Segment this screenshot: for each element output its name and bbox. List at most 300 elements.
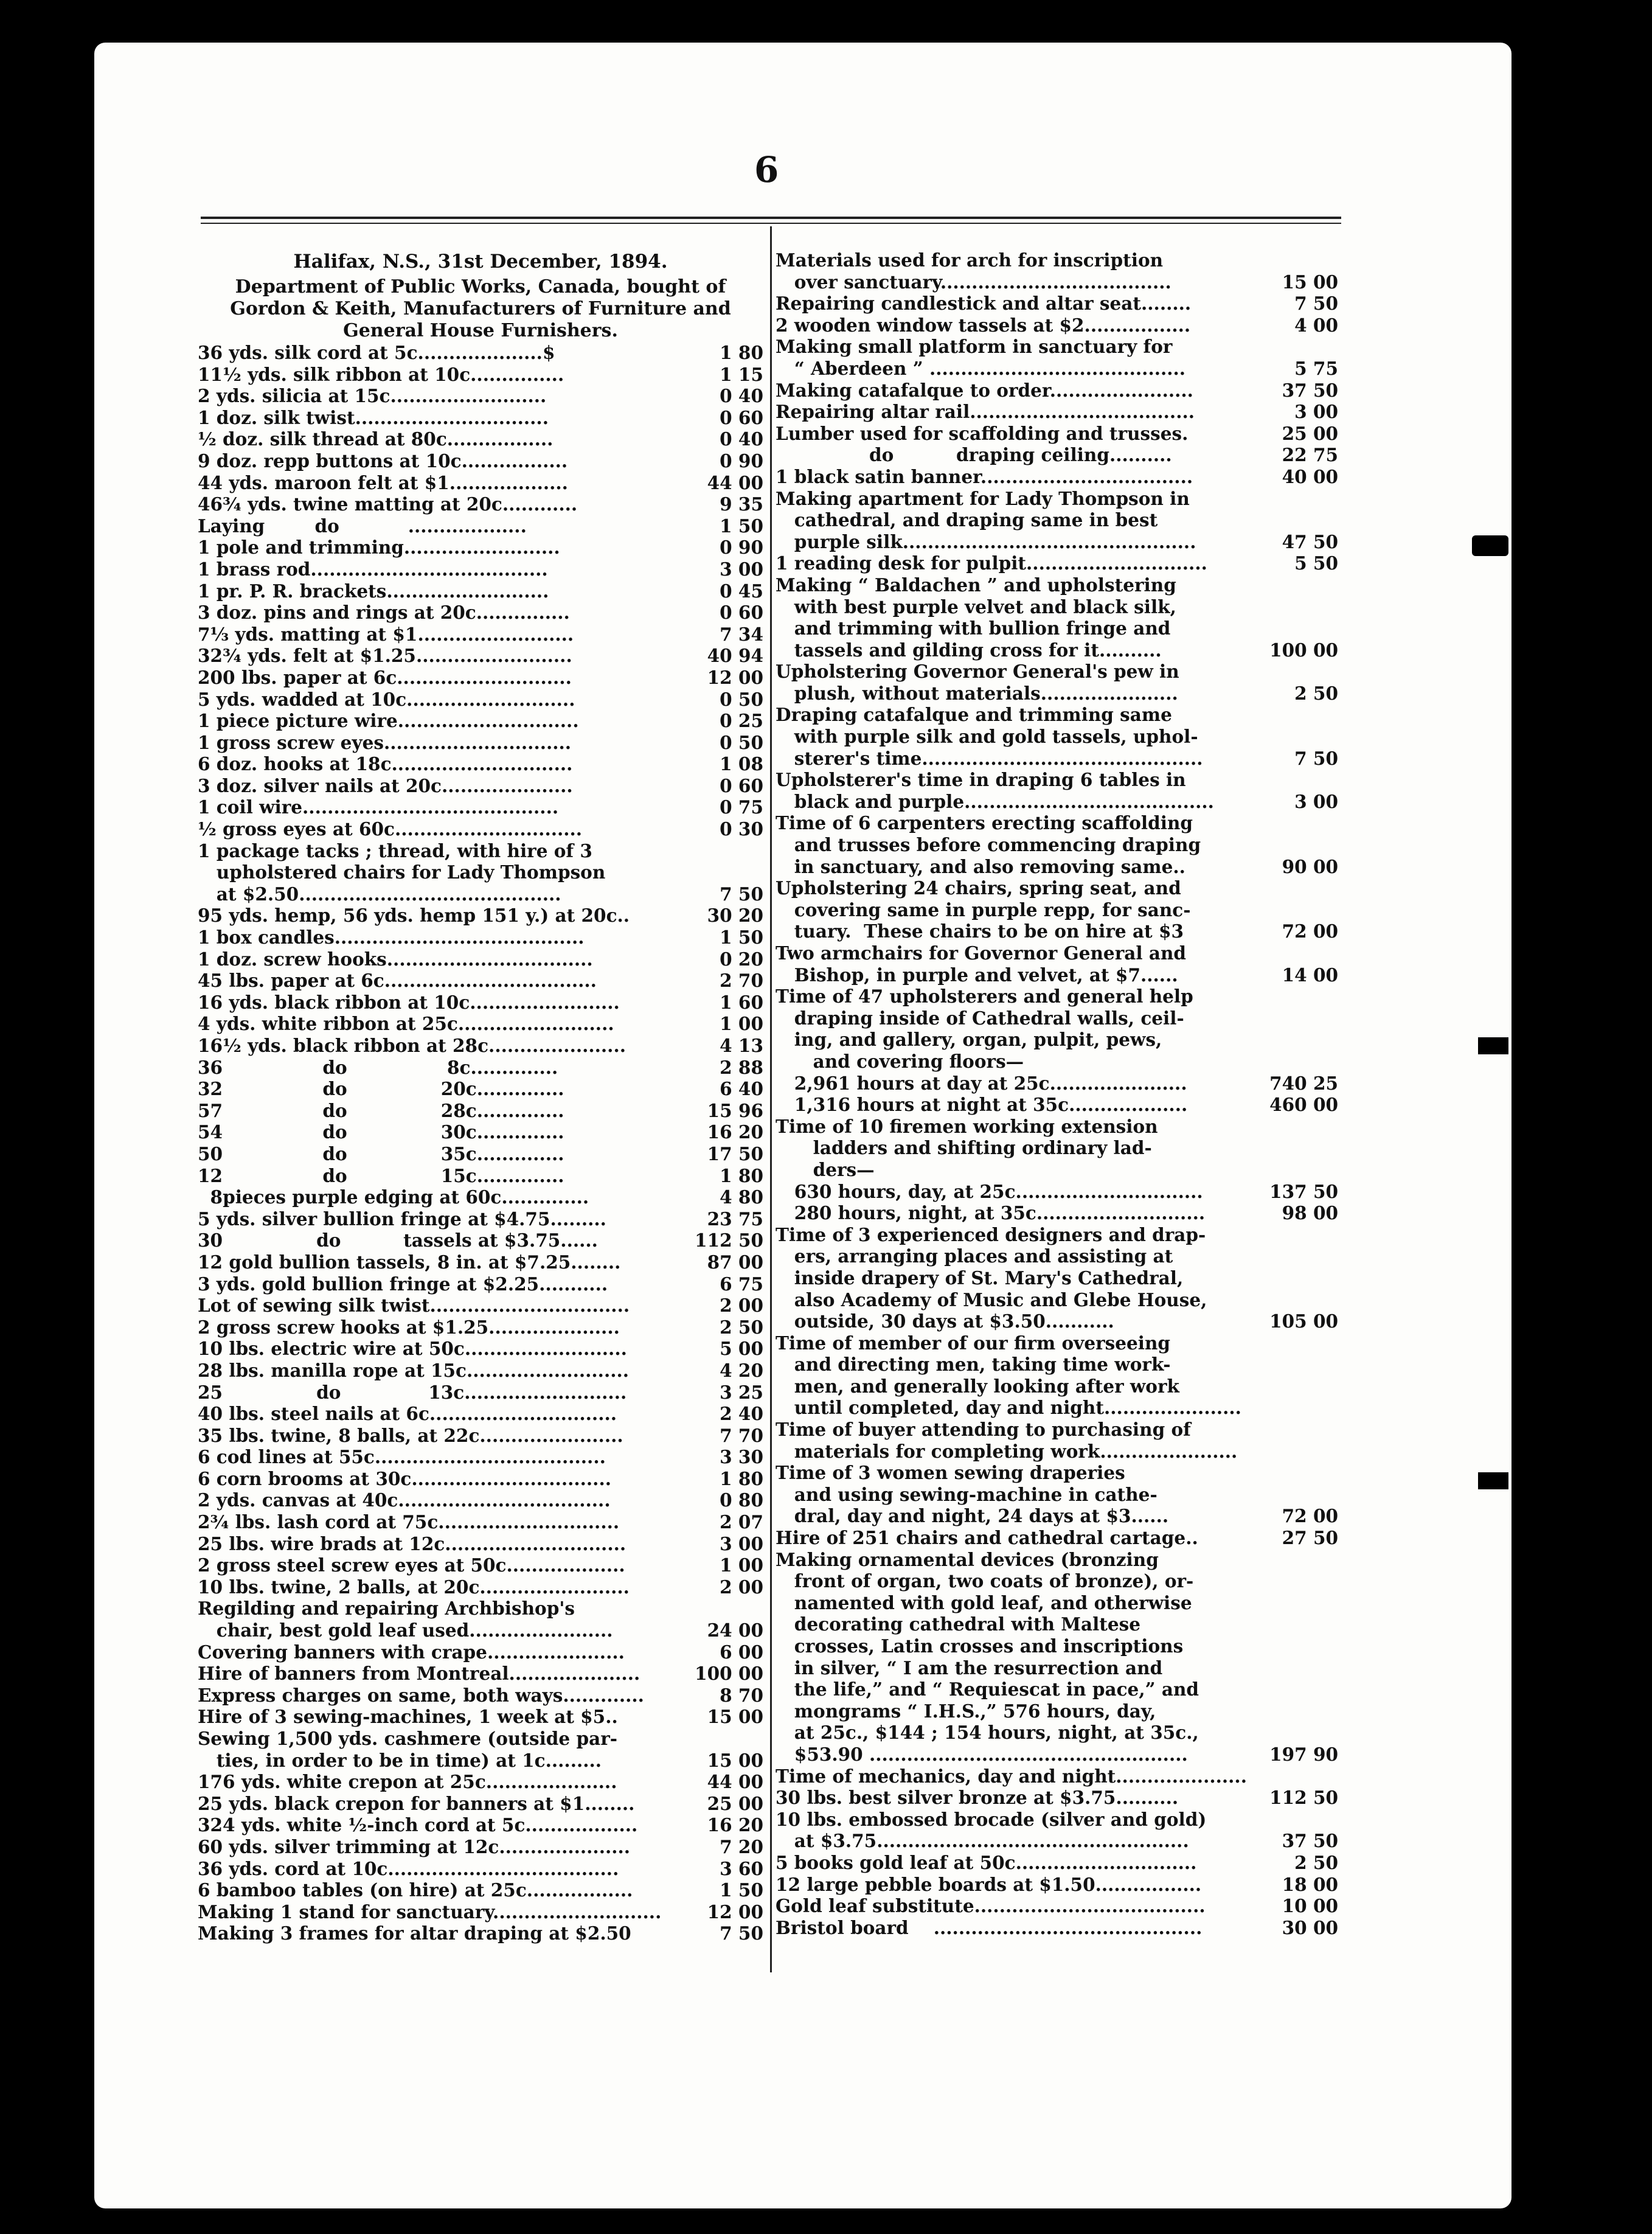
item-amount: 1 50 (720, 1879, 763, 1901)
line-item (198, 1728, 763, 1750)
line-item (198, 1771, 763, 1793)
item-description: ers, arranging places and assisting at (776, 1245, 1173, 1267)
line-item (776, 618, 1338, 639)
item-amount (1253, 1116, 1338, 1138)
item-amount: 2 70 (720, 970, 763, 992)
item-amount: 90 00 (1282, 855, 1338, 877)
item-amount: 3 25 (720, 1381, 763, 1403)
item-description: 40 lbs. steel nails at 6c.............................. (198, 1403, 617, 1425)
line-item (198, 1121, 763, 1143)
item-amount: 197 90 (1269, 1743, 1338, 1765)
item-amount (1253, 618, 1338, 639)
item-description: 2 yds. silicia at 15c......................... (198, 385, 547, 407)
item-description: 6 bamboo tables (on hire) at 25c................. (198, 1879, 633, 1901)
item-description: also Academy of Music and Glebe House, (776, 1289, 1207, 1310)
item-amount (1253, 596, 1338, 618)
left-item-list (198, 342, 763, 1944)
item-amount (1253, 1051, 1338, 1073)
line-item (776, 1029, 1338, 1051)
item-description: purple silk............................................... (776, 531, 1196, 552)
item-amount: 3 00 (720, 1533, 763, 1554)
item-amount: 3 00 (1294, 790, 1338, 812)
line-item (776, 1592, 1338, 1614)
item-amount: 100 00 (1269, 639, 1338, 661)
item-description: ing, and gallery, organ, pulpit, pews, (776, 1029, 1162, 1051)
line-item (198, 732, 763, 754)
line-item (198, 1186, 763, 1208)
item-amount (1253, 1007, 1338, 1029)
item-amount: 15 00 (707, 1749, 763, 1771)
item-amount: 0 90 (720, 537, 763, 558)
item-description: Time of member of our firm overseeing (776, 1332, 1171, 1354)
line-item (776, 769, 1338, 791)
item-description: front of organ, two coats of bronze), or- (776, 1570, 1194, 1592)
line-item (198, 1035, 763, 1057)
line-item (198, 1078, 763, 1100)
item-description: 12 gold bullion tassels, 8 in. at $7.25........ (198, 1251, 621, 1273)
item-description: black and purple........................................ (776, 790, 1214, 812)
item-amount: 16 20 (707, 1814, 763, 1836)
item-description: with purple silk and gold tassels, uphol- (776, 726, 1198, 748)
line-item (198, 992, 763, 1014)
item-amount: 2 40 (720, 1403, 763, 1425)
item-description: 6 doz. hooks at 18c............................. (198, 753, 573, 775)
line-item (776, 466, 1338, 488)
item-description: 3 doz. pins and rings at 20c............... (198, 602, 570, 624)
item-amount: 25 00 (1282, 422, 1338, 444)
item-amount (678, 861, 763, 883)
line-item (776, 1613, 1338, 1635)
item-amount: 112 50 (1269, 1787, 1338, 1809)
line-item (776, 1354, 1338, 1376)
item-description: over sanctuary..................................... (776, 271, 1171, 293)
item-amount: 0 25 (720, 710, 763, 732)
item-description: 32¾ yds. felt at $1.25......................... (198, 645, 572, 667)
line-item (776, 1505, 1338, 1527)
line-item (198, 1013, 763, 1035)
item-amount: 40 94 (707, 645, 763, 667)
item-amount (1253, 986, 1338, 1007)
item-amount: 2 50 (1294, 1851, 1338, 1873)
item-amount: 23 75 (707, 1208, 763, 1230)
item-description: Time of mechanics, day and night..................... (776, 1765, 1247, 1787)
item-description: upholstered chairs for Lady Thompson (198, 861, 606, 883)
item-amount: 0 60 (720, 602, 763, 624)
item-amount (1253, 661, 1338, 683)
item-description: covering same in purple repp, for sanc- (776, 899, 1191, 920)
item-description: Draping catafalque and trimming same (776, 704, 1172, 726)
item-description: draping inside of Cathedral walls, ceil- (776, 1007, 1184, 1029)
line-item (198, 1338, 763, 1360)
line-item (198, 428, 763, 450)
line-item (198, 1533, 763, 1555)
line-item (198, 1641, 763, 1663)
item-description: 46¾ yds. twine matting at 20c............ (198, 493, 578, 515)
item-amount: 14 00 (1282, 964, 1338, 986)
item-amount: 18 00 (1282, 1873, 1338, 1895)
line-item (776, 834, 1338, 856)
item-description: $53.90 ................................................... (776, 1743, 1188, 1765)
item-amount (1253, 1722, 1338, 1744)
line-item (198, 1554, 763, 1576)
item-amount: 1 50 (720, 927, 763, 948)
item-description: and directing men, taking time work- (776, 1354, 1171, 1376)
item-description: at 25c., $144 ; 154 hours, night, at 35c., (776, 1722, 1199, 1744)
item-description: Time of 6 carpenters erecting scaffolding (776, 812, 1193, 834)
item-description: Covering banners with crape...................... (198, 1641, 625, 1663)
item-amount (1253, 942, 1338, 964)
line-item (776, 1245, 1338, 1267)
item-amount (1253, 899, 1338, 921)
item-description: 6 corn brooms at 30c................................ (198, 1467, 611, 1489)
item-amount: 30 00 (1282, 1916, 1338, 1938)
right-column (776, 249, 1338, 1938)
line-item (776, 1527, 1338, 1549)
item-amount: 7 70 (720, 1424, 763, 1446)
line-item (198, 1489, 763, 1511)
item-amount: 0 40 (720, 428, 763, 450)
line-item (198, 970, 763, 992)
item-amount (1253, 1159, 1338, 1181)
line-item (198, 1100, 763, 1122)
item-amount (1253, 1570, 1338, 1592)
line-item (776, 856, 1338, 878)
item-description: 35 lbs. twine, 8 balls, at 22c....................... (198, 1424, 623, 1446)
item-description: Time of buyer attending to purchasing of (776, 1419, 1191, 1441)
item-amount: 2 07 (720, 1511, 763, 1533)
item-description: 1 reading desk for pulpit............................. (776, 552, 1207, 574)
item-amount: 5 75 (1294, 357, 1338, 379)
item-amount (1253, 1700, 1338, 1722)
item-description: “ Aberdeen ” ......................................... (776, 357, 1186, 379)
item-description: in silver, “ I am the resurrection and (776, 1657, 1163, 1679)
item-description: tuary. These chairs to be on hire at $3 (776, 920, 1184, 942)
line-item (198, 1901, 763, 1923)
item-description: 36 do 8c.............. (198, 1056, 558, 1078)
item-amount: 0 30 (720, 818, 763, 840)
item-description: namented with gold leaf, and otherwise (776, 1592, 1192, 1613)
item-amount: 8 70 (720, 1684, 763, 1706)
line-item (198, 689, 763, 711)
line-item (198, 558, 763, 580)
line-item (776, 791, 1338, 813)
item-amount: 15 00 (707, 1706, 763, 1728)
item-description: 2 yds. canvas at 40c.................................. (198, 1489, 611, 1511)
item-amount: 2 00 (720, 1295, 763, 1317)
line-item (198, 1403, 763, 1425)
line-item (198, 1317, 763, 1338)
line-item (776, 1094, 1338, 1116)
line-item (198, 450, 763, 472)
item-description: 25 do 13c.......................... (198, 1381, 627, 1403)
item-description: 200 lbs. paper at 6c............................ (198, 666, 572, 688)
item-description: 1 pr. P. R. brackets.......................... (198, 580, 549, 602)
item-amount: 1 00 (720, 1554, 763, 1576)
item-description: Making small platform in sanctuary for (776, 336, 1173, 358)
item-description: Two armchairs for Governor General and (776, 942, 1187, 964)
item-amount (1253, 1224, 1338, 1246)
item-description: until completed, day and night...................... (776, 1397, 1241, 1419)
item-description: and covering floors— (776, 1050, 1024, 1072)
line-item (776, 1202, 1338, 1224)
line-item (776, 1700, 1338, 1722)
item-amount (1253, 1245, 1338, 1267)
item-amount: 22 75 (1282, 444, 1338, 466)
line-item (198, 775, 763, 797)
item-amount (1253, 574, 1338, 596)
item-amount: 12 00 (707, 1901, 763, 1923)
item-amount: 0 60 (720, 774, 763, 796)
item-amount: 4 13 (720, 1035, 763, 1056)
item-amount (1253, 877, 1338, 899)
line-item (198, 1663, 763, 1685)
item-description: 44 yds. maroon felt at $1................... (198, 472, 568, 493)
line-item (776, 509, 1338, 531)
item-description: dral, day and night, 24 days at $3...... (776, 1505, 1169, 1527)
line-item (776, 1376, 1338, 1397)
item-description: 12 large pebble boards at $1.50................. (776, 1873, 1202, 1895)
line-item (198, 645, 763, 667)
item-description: 12 do 15c.............. (198, 1164, 564, 1186)
item-description: at $3.75.................................................. (776, 1830, 1189, 1852)
item-amount: 0 45 (720, 580, 763, 602)
item-description: 1 black satin banner.................................. (776, 465, 1193, 487)
item-description: Making ornamental devices (bronzing (776, 1548, 1159, 1570)
item-description: Making catafalque to order....................... (776, 379, 1193, 401)
item-description: Bishop, in purple and velvet, at $7...... (776, 964, 1178, 986)
line-item (776, 1852, 1338, 1874)
item-amount: 16 20 (707, 1121, 763, 1143)
item-description: 45 lbs. paper at 6c.................................. (198, 970, 597, 992)
item-description: 2,961 hours at day at 25c...................... (776, 1072, 1187, 1094)
item-amount: 2 50 (1294, 682, 1338, 704)
item-amount: 5 50 (1294, 552, 1338, 574)
line-item (776, 1657, 1338, 1679)
item-description: 4 yds. white ribbon at 25c......................... (198, 1013, 614, 1035)
item-description: Express charges on same, both ways............. (198, 1684, 644, 1706)
line-item (198, 493, 763, 515)
item-description: Lumber used for scaffolding and trusses. (776, 422, 1189, 444)
item-amount: 25 00 (707, 1792, 763, 1814)
item-description: 2 gross steel screw eyes at 50c................... (198, 1554, 625, 1576)
item-description: Time of 3 experienced designers and drap- (776, 1223, 1206, 1245)
item-description: 36 yds. silk cord at 5c....................$ (198, 342, 555, 363)
line-item (776, 639, 1338, 661)
line-item (198, 385, 763, 407)
item-description: 2 gross screw hooks at $1.25..................... (198, 1316, 620, 1338)
item-description: 1 doz. screw hooks................................. (198, 948, 593, 970)
item-amount: 2 88 (720, 1056, 763, 1078)
item-amount (1253, 1029, 1338, 1051)
line-item (776, 1116, 1338, 1138)
item-amount: 0 50 (720, 688, 763, 710)
line-item (776, 1635, 1338, 1657)
item-description: Upholsterer's time in draping 6 tables in (776, 769, 1186, 791)
line-item (776, 964, 1338, 986)
item-description: tassels and gilding cross for it.......... (776, 639, 1162, 661)
item-amount (1253, 509, 1338, 531)
line-item (198, 927, 763, 948)
line-item (198, 1273, 763, 1295)
line-item (198, 1750, 763, 1772)
item-description: 28 lbs. manilla rope at 15c.......................... (198, 1359, 630, 1381)
line-item (198, 1685, 763, 1707)
line-item (198, 818, 763, 840)
item-amount: 44 00 (707, 1771, 763, 1793)
item-amount: 4 80 (720, 1186, 763, 1208)
item-amount (1253, 704, 1338, 726)
item-amount: 112 50 (695, 1230, 763, 1251)
item-amount: 4 00 (1294, 314, 1338, 336)
item-amount: 0 20 (720, 948, 763, 970)
line-item (776, 986, 1338, 1007)
item-description: ½ gross eyes at 60c.............................. (198, 818, 583, 840)
line-item (198, 1836, 763, 1858)
line-item (198, 667, 763, 689)
item-description: Repairing candlestick and altar seat........ (776, 293, 1192, 315)
item-amount (1253, 1354, 1338, 1376)
line-item (776, 596, 1338, 618)
line-item (776, 920, 1338, 942)
item-description: sterer's time............................................. (776, 747, 1203, 769)
line-item (776, 358, 1338, 380)
line-item (198, 602, 763, 624)
line-item (198, 1923, 763, 1944)
line-item (198, 537, 763, 558)
line-item (776, 1570, 1338, 1592)
item-description: with best purple velvet and black silk, (776, 596, 1176, 618)
item-description: chair, best gold leaf used....................... (198, 1620, 613, 1641)
line-item (776, 1766, 1338, 1787)
item-description: 3 yds. gold bullion fringe at $2.25........... (198, 1273, 608, 1295)
line-item (776, 552, 1338, 574)
item-description: 10 lbs. twine, 2 balls, at 20c........................ (198, 1576, 630, 1598)
item-amount: 0 50 (720, 731, 763, 753)
item-description: 10 lbs. electric wire at 50c.......................... (198, 1338, 627, 1360)
item-amount: 1 60 (720, 991, 763, 1013)
line-item (198, 1208, 763, 1230)
line-item (776, 1137, 1338, 1159)
item-amount: 7 34 (720, 623, 763, 645)
item-amount (1253, 249, 1338, 271)
line-item (776, 1549, 1338, 1571)
right-item-list (776, 249, 1338, 1938)
line-item (198, 580, 763, 602)
item-amount: 0 90 (720, 450, 763, 472)
item-amount: 1 50 (720, 515, 763, 537)
line-item (776, 1809, 1338, 1831)
line-item (198, 407, 763, 429)
item-amount: 1 00 (720, 1013, 763, 1035)
item-amount (1253, 1635, 1338, 1657)
line-item (776, 401, 1338, 423)
item-description: at $2.50.......................................... (198, 883, 561, 905)
item-amount (1253, 1766, 1338, 1787)
item-amount: 6 00 (720, 1641, 763, 1663)
item-amount (1253, 1267, 1338, 1289)
item-amount: 1 80 (720, 1467, 763, 1489)
line-item (198, 710, 763, 732)
item-amount: 17 50 (707, 1143, 763, 1164)
item-description: 54 do 30c.............. (198, 1121, 564, 1143)
line-item (776, 1051, 1338, 1073)
item-amount (1253, 336, 1338, 358)
top-rule (201, 217, 1341, 219)
line-item (776, 1310, 1338, 1332)
line-item (198, 1446, 763, 1468)
item-description: 6 cod lines at 55c..................................... (198, 1446, 606, 1468)
item-description: Making apartment for Lady Thompson in (776, 487, 1190, 509)
item-description: ders— (776, 1158, 875, 1180)
line-item (776, 1874, 1338, 1896)
line-item (198, 796, 763, 818)
item-amount (1253, 1462, 1338, 1484)
line-item (198, 515, 763, 537)
item-amount: 1 15 (720, 363, 763, 385)
item-description: 1 piece picture wire............................. (198, 710, 579, 732)
item-description: 10 lbs. embossed brocade (silver and gold) (776, 1808, 1207, 1830)
line-item (198, 1620, 763, 1641)
item-description: Time of 3 women sewing draperies (776, 1462, 1125, 1484)
line-item (776, 1679, 1338, 1700)
line-item (776, 1073, 1338, 1094)
invoice-header: Department of Public Works, Canada, bought of Gordon & Keith, Manufacturers of Furniture and General House Furnishers. (230, 276, 731, 341)
item-amount (1253, 1332, 1338, 1354)
item-amount (678, 1728, 763, 1750)
item-amount: 30 20 (707, 905, 763, 927)
line-item (776, 1895, 1338, 1917)
item-description: 36 yds. cord at 10c..................................... (198, 1857, 619, 1879)
line-item (198, 1230, 763, 1251)
item-description: 50 do 35c.............. (198, 1143, 564, 1164)
line-item (776, 1181, 1338, 1203)
item-amount (1253, 1592, 1338, 1614)
line-item (198, 1598, 763, 1620)
line-item (776, 1722, 1338, 1744)
line-item (198, 1576, 763, 1598)
line-item (198, 624, 763, 645)
line-item (198, 1143, 763, 1165)
item-description: Sewing 1,500 yds. cashmere (outside par- (198, 1728, 617, 1749)
item-amount (1253, 1549, 1338, 1571)
item-description: and using sewing-machine in cathe- (776, 1483, 1157, 1505)
line-item (776, 1441, 1338, 1463)
item-description: do draping ceiling.......... (776, 444, 1172, 466)
item-description: Making “ Baldachen ” and upholstering (776, 574, 1176, 596)
item-amount: 3 00 (1294, 401, 1338, 423)
item-amount: 37 50 (1282, 1830, 1338, 1852)
item-amount (1253, 1679, 1338, 1700)
line-item (198, 840, 763, 862)
dateline: Halifax, N.S., 31st December, 1894. (293, 251, 668, 273)
line-item (198, 1511, 763, 1533)
line-item (776, 574, 1338, 596)
line-item (198, 1468, 763, 1490)
item-amount (1253, 1441, 1338, 1463)
item-amount: 47 50 (1282, 531, 1338, 552)
item-description: 176 yds. white crepon at 25c..................... (198, 1771, 617, 1793)
column-divider (770, 226, 772, 1972)
item-amount: 15 96 (707, 1099, 763, 1121)
line-item (776, 704, 1338, 726)
item-amount: 3 60 (720, 1857, 763, 1879)
item-amount: 740 25 (1269, 1072, 1338, 1094)
line-item (198, 1295, 763, 1317)
left-column (198, 249, 763, 1944)
item-description: 9 doz. repp buttons at 10c................. (198, 450, 568, 472)
item-description: 1 package tacks ; thread, with hire of 3 (198, 840, 592, 861)
item-amount: 1 80 (720, 342, 763, 363)
